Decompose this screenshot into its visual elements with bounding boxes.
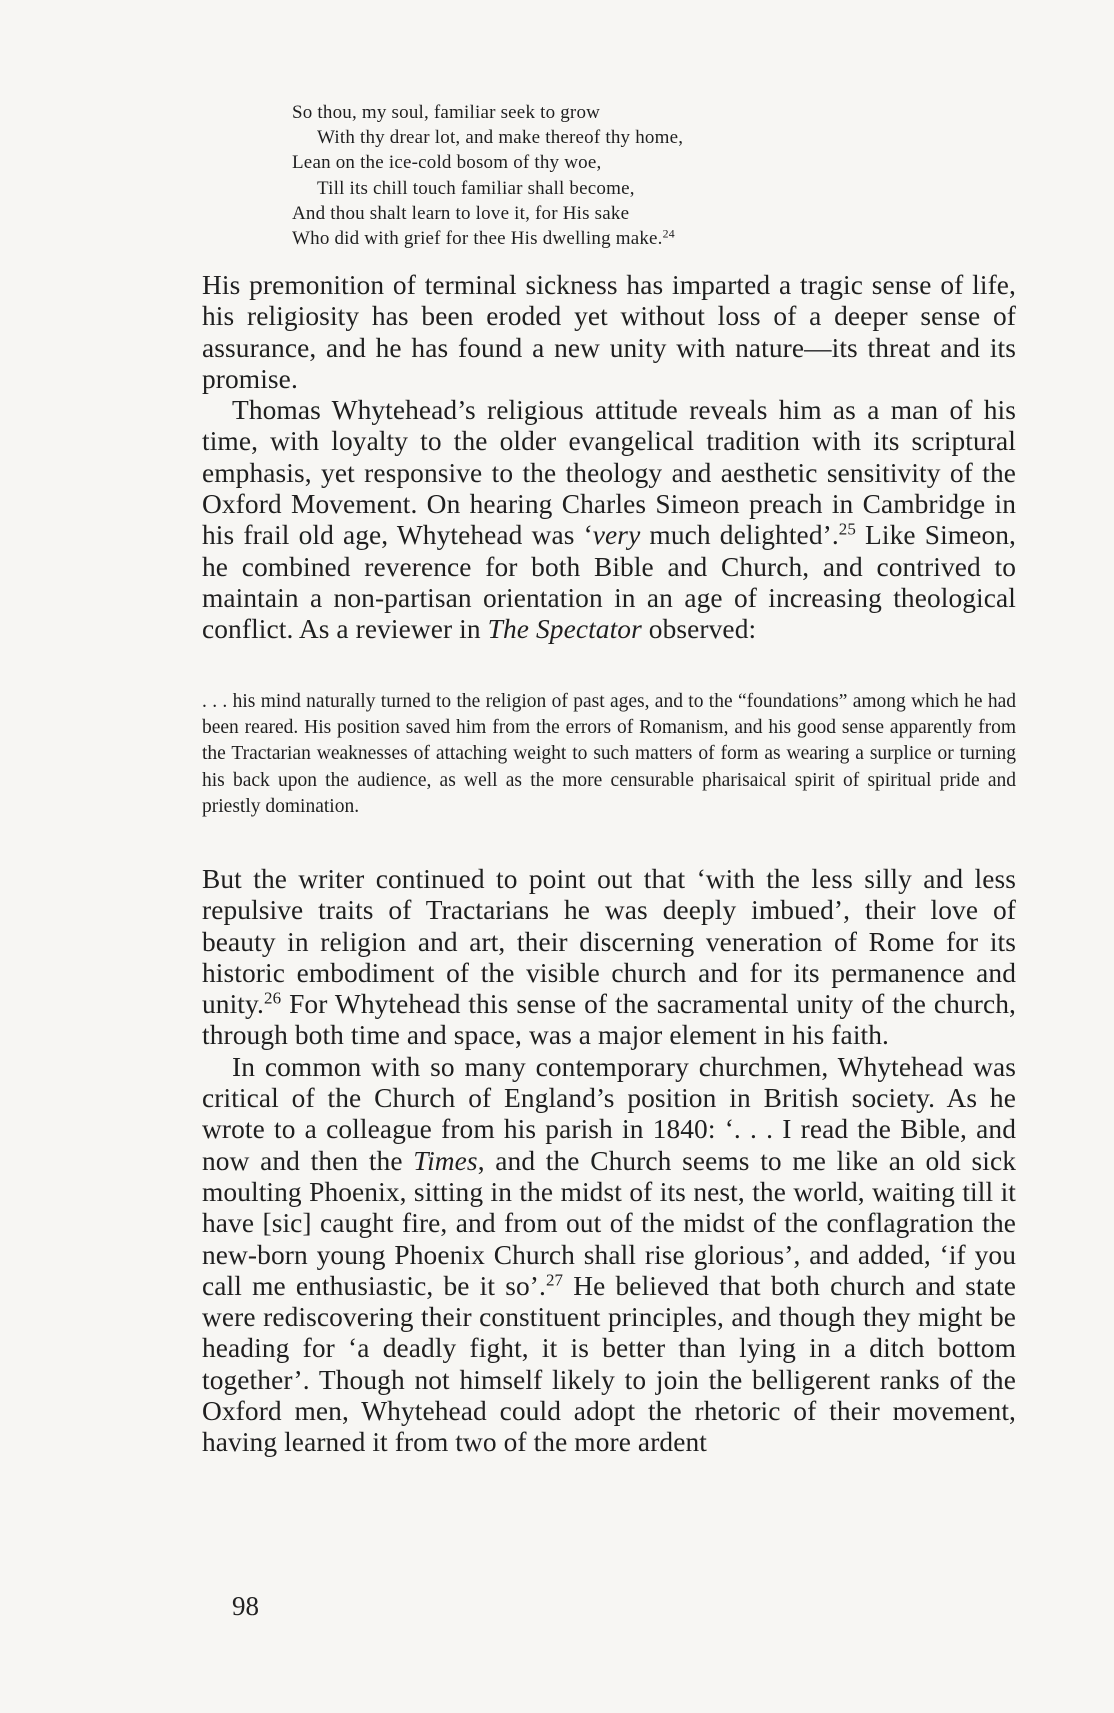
- poem-quotation: [292, 100, 852, 251]
- paragraph: [202, 395, 1016, 645]
- paragraph: His premonition of terminal sickness has imparted a tragic sense of life, his religiosity has been eroded yet without loss of a deeper sense of assurance, and he has found a new unity with nature—its threat and its promise.: [202, 270, 1016, 394]
- paragraph-text: In common with so many contemporary churchmen, Whytehead was critical of the Church of England’s position in British society. As he wrote to a colleague from his parish in 1840: ‘. . . I read the Bible, and now and then the: [202, 1051, 1016, 1176]
- paragraph-text: For Whytehead this sense of the sacramental unity of the church, through both time and space, was a major element in his faith.: [202, 989, 1016, 1051]
- publication-title: Times: [413, 1145, 478, 1176]
- footnote-marker: 24: [662, 227, 675, 241]
- paragraph-text: He believed that both church and state were rediscovering their constituent principles, and though they might be heading for ‘a deadly fight, it is better than lying in a ditch bottom together’. Though not himself likely to join the belligerent ranks of the Oxford men, Whytehead could adopt the rhetoric of their movement, having learned it from two of the more ardent: [202, 1270, 1016, 1458]
- poem-line-text: Who did with grief for thee His dwelling make.: [292, 228, 663, 250]
- paragraph-text: Thomas Whytehead’s religious attitude reveals him as a man of his time, with loyalty to the older evangelical tradition with its scriptural emphasis, yet responsive to the theology and aesthetic sensitivity of the Oxford Movement. On hearing Charles Simeon preach in Cambridge in his frail old age, Whytehead was ‘: [202, 395, 1016, 551]
- footnote-marker: 26: [263, 988, 282, 1008]
- main-text-upper: [202, 270, 1016, 646]
- main-text-lower: [202, 864, 1016, 1459]
- block-quotation: . . . his mind naturally turned to the religion of past ages, and to the “foundations” among which he had been reared. His position saved him from the errors of Romanism, and his good sense apparently from the Tractarian weaknesses of attaching weight to such matters of form as wearing a surplice or turning his back upon the audience, as well as the more censurable pharisaical spirit of spiritual pride and priestly domination.: [202, 691, 1016, 817]
- paragraph-text: , and the Church seems to me like an old sick moulting Phoenix, sitting in the midst of its nest, the world, waiting till it have [sic] caught fire, and from out of the midst of the conflagration the new-born young Phoenix Church shall rise glorious’, and added, ‘if you call me enthusiastic, be it so’.: [202, 1145, 1016, 1301]
- poem-line: Till its chill touch familiar shall become,: [317, 177, 635, 199]
- emphasis: very: [592, 520, 641, 551]
- paragraph: [202, 864, 1016, 1052]
- poem-line: So thou, my soul, familiar seek to grow: [292, 102, 601, 123]
- page-number: 98: [232, 1591, 259, 1621]
- poem-line: With thy drear lot, and make thereof thy home,: [317, 127, 684, 149]
- paragraph-text: much delighted’.: [640, 520, 839, 551]
- paragraph-text: observed:: [641, 614, 757, 645]
- footnote-marker: 25: [838, 520, 856, 540]
- poem-line: Lean on the ice-cold bosom of thy woe,: [292, 152, 602, 174]
- poem-line: [292, 226, 852, 251]
- paragraph: [202, 1052, 1016, 1459]
- paragraph-text: But the writer continued to point out that ‘with the less silly and less repulsive traits of Tractarians he was deeply imbued’, their love of beauty in religion and art, their discerning veneration of Rome for its historic embodiment of the visible church and for its permanence and unity.: [202, 864, 1016, 1020]
- paragraph-text: Like Simeon, he combined reverence for both Bible and Church, and contrived to maintain a non-partisan orientation in an age of increasing theological conflict. As a reviewer in: [202, 520, 1016, 645]
- footnote-marker: 27: [545, 1270, 564, 1290]
- poem-line: And thou shalt learn to love it, for His sake: [292, 202, 630, 224]
- publication-title: The Spectator: [487, 614, 642, 645]
